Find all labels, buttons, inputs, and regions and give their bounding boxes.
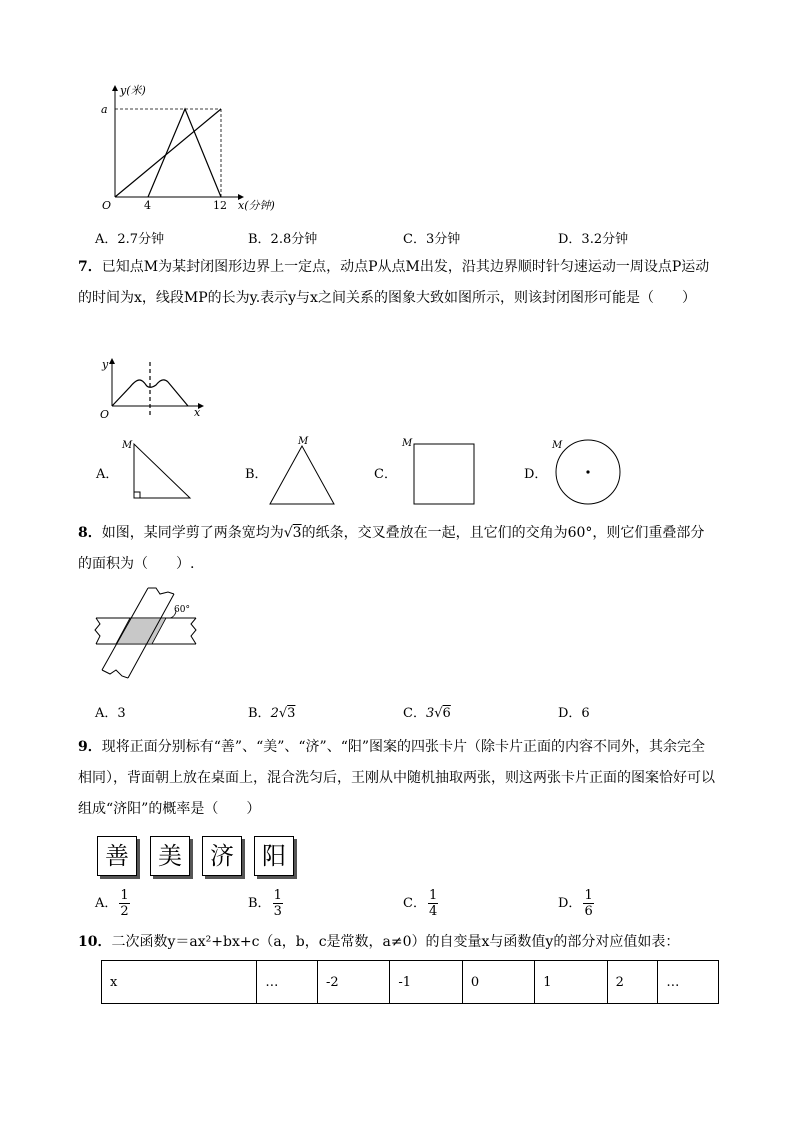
q10-value-table — [101, 960, 719, 1004]
q7-question — [78, 252, 718, 314]
q9-text: 现将正面分别标有“善”、“美”、“济”、“阳”图案的四张卡片（除卡片正面的内容不同外，其余完全相同），背面朝上放在桌面上，混合洗匀后，王刚从中随机抽取两张，则这两张卡片正面的图案恰好可以组成“济阳”的概率是（ ） — [78, 739, 715, 817]
q8-text-before: 如图，某同学剪了两条宽均为 — [101, 525, 284, 541]
q9-card-yang: 阳 — [254, 836, 294, 876]
q6-y-tick-a: a — [101, 103, 108, 116]
q6-option-b: B．2.8分钟 — [248, 232, 318, 247]
q6-y-axis-label: y(米) — [120, 84, 146, 97]
q7-text: 已知点M为某封闭图形边界上一定点，动点P从点M出发，沿其边界顺时针匀速运动一周设点P运动的时间为x，线段MP的长为y.表示y与x之间关系的图象大致如图所示，则该封闭图形可能是（ ） — [78, 259, 710, 306]
table-cell: … — [658, 961, 719, 1004]
table-cell: 2 — [607, 961, 658, 1004]
q9-option-c: C． $\frac{1}{4}$ — [403, 888, 438, 919]
q9-card-ji: 济 — [202, 836, 242, 876]
q7-d-point-m: M — [552, 440, 563, 451]
q6-x-tick-12: 12 — [213, 199, 227, 212]
table-cell: 0 — [462, 961, 534, 1004]
q8-number: 8． — [78, 525, 102, 541]
q7-graph-y-label: y — [102, 358, 109, 371]
table-cell: -1 — [390, 961, 462, 1004]
q10-question — [78, 932, 679, 952]
q10-text: 二次函数y＝ax²+bx+c（a，b，c是常数，a≠0）的自变量x与函数值y的部分对应值如表： — [111, 934, 680, 950]
q7-graph-x-label: x — [194, 406, 201, 419]
q8-option-c: C．3√6 — [403, 706, 451, 721]
q6-origin: O — [102, 199, 112, 212]
table-cell: x — [102, 961, 257, 1004]
q8-paper-strips-figure — [90, 584, 210, 684]
q8-option-b: B．2√3 — [248, 706, 296, 721]
q6-option-d: D．3.2分钟 — [558, 232, 629, 247]
q6-option-a: A．2.7分钟 — [95, 232, 165, 247]
table-cell: … — [257, 961, 318, 1004]
q9-number: 9． — [78, 739, 102, 755]
q7-graph — [90, 352, 220, 422]
q7-option-c-square — [398, 434, 482, 508]
table-cell: -2 — [317, 961, 389, 1004]
q7-option-b: B． — [245, 467, 268, 482]
q6-graph — [88, 78, 308, 218]
q8-question — [78, 518, 718, 580]
q7-b-point-m: M — [298, 436, 309, 447]
q6-x-tick-4: 4 — [144, 199, 151, 212]
q7-option-a: A． — [96, 467, 119, 482]
q7-number: 7． — [78, 259, 102, 275]
q7-option-a-right-triangle — [120, 436, 200, 506]
q8-option-a: A．3 — [95, 706, 126, 721]
table-row — [102, 961, 719, 1004]
q7-option-d: D． — [524, 467, 548, 482]
q10-number: 10． — [78, 934, 112, 950]
q7-option-c: C． — [374, 467, 397, 482]
q7-graph-origin: O — [100, 408, 110, 421]
q8-text-after: 的纸条，交叉叠放在一起，且它们的交角为60°，则它们重叠部分的面积为（ ）. — [78, 525, 705, 572]
q9-option-a: A． $\frac{1}{2}$ — [95, 888, 129, 919]
q8-sqrt-radicand: 3 — [292, 525, 302, 541]
q9-option-b: B． $\frac{1}{3}$ — [248, 888, 282, 919]
q9-option-d: D． $\frac{1}{6}$ — [558, 888, 593, 919]
table-cell: 1 — [535, 961, 607, 1004]
q6-option-c: C．3分钟 — [403, 232, 461, 247]
q7-c-point-m: M — [402, 438, 413, 449]
q9-card-shan: 善 — [97, 836, 137, 876]
q8-option-d: D．6 — [558, 706, 590, 721]
q9-card-mei: 美 — [150, 836, 190, 876]
q7-option-b-triangle — [262, 434, 342, 508]
q9-question — [78, 732, 718, 825]
q8-sqrt: √3 — [283, 525, 302, 541]
q7-a-point-m: M — [122, 440, 133, 451]
q7-option-d-circle — [548, 434, 628, 508]
q6-x-axis-label: x(分钟) — [238, 199, 275, 212]
q8-angle-label: 60° — [174, 605, 190, 615]
